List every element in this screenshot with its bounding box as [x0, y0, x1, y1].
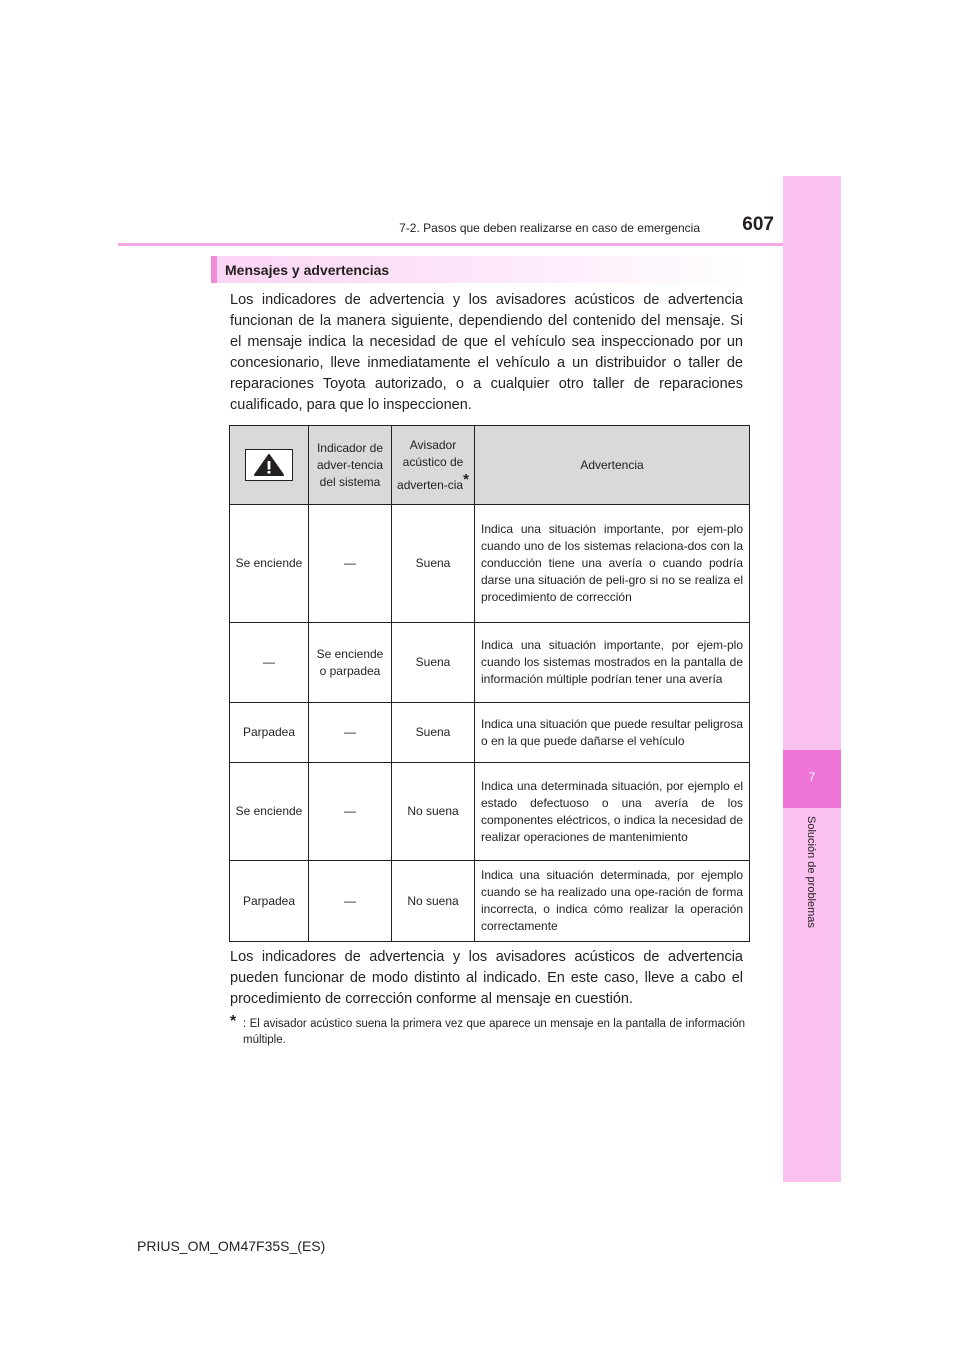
warning-icon-box — [245, 449, 293, 481]
warning-triangle-icon — [253, 453, 285, 477]
chapter-label: Solución de problemas — [805, 816, 817, 928]
page-number: 607 — [742, 214, 774, 235]
cell-indicator: — — [309, 703, 392, 763]
chapter-side-tab — [783, 176, 841, 1182]
table-row — [230, 505, 750, 623]
cell-buzzer: Suena — [392, 623, 475, 703]
table-row — [230, 623, 750, 703]
document-id: PRIUS_OM_OM47F35S_(ES) — [137, 1238, 326, 1254]
section-title: Mensajes y advertencias — [225, 262, 390, 278]
cell-display: Se enciende — [230, 763, 309, 861]
cell-indicator: Se enciende o parpadea — [309, 623, 392, 703]
section-heading-accent — [211, 256, 217, 283]
header-rule — [118, 243, 783, 246]
section-heading — [211, 256, 749, 283]
cell-indicator: — — [309, 763, 392, 861]
cell-indicator: — — [309, 861, 392, 942]
cell-warning: Indica una situación que puede resultar peligrosa o en la que puede dañarse el vehículo — [475, 703, 750, 763]
footnote — [230, 1013, 745, 1048]
header-warning: Advertencia — [475, 426, 750, 505]
footnote-mark: * — [230, 1013, 237, 1030]
closing-paragraph: Los indicadores de advertencia y los avisadores acústicos de advertencia pueden funcionar de modo distinto al indicado. En este caso, lleve a cabo el procedimiento de corrección conforme al mensaje en cuestión. — [230, 949, 743, 1007]
header-buzzer — [392, 426, 475, 505]
table-row — [230, 763, 750, 861]
cell-buzzer: No suena — [392, 763, 475, 861]
header-buzzer-text: Avisador acústico de adverten-cia — [397, 437, 464, 492]
chapter-number: 7 — [808, 770, 816, 784]
table-row — [230, 861, 750, 942]
cell-display: Parpadea — [230, 861, 309, 942]
cell-buzzer: Suena — [392, 505, 475, 623]
header-indicator: Indicador de adver-tencia del sistema — [309, 426, 392, 505]
cell-indicator: — — [309, 505, 392, 623]
header-title: 7-2. Pasos que deben realizarse en caso de emergencia — [399, 221, 700, 235]
header-buzzer-mark: * — [463, 470, 469, 488]
header-icon-cell — [230, 426, 309, 505]
cell-buzzer: Suena — [392, 703, 475, 763]
cell-display: — — [230, 623, 309, 703]
cell-warning: Indica una situación importante, por ejem-plo cuando los sistemas mostrados en la pantalla de información múltiple podrían tener una avería — [475, 623, 750, 703]
intro-paragraph: Los indicadores de advertencia y los avisadores acústicos de advertencia funcionan de la manera siguiente, dependiendo del contenido del mensaje. Si el mensaje indica la necesidad de que el vehículo sea inspeccionado por un concesionario, lleve inmediatamente el vehículo a un distribuidor o taller de reparaciones Toyota autorizado, o a cualquier otro taller de reparaciones cualificado, para que lo inspeccionen. — [230, 292, 743, 413]
warning-table — [229, 425, 750, 942]
table-row — [230, 703, 750, 763]
cell-warning: Indica una situación importante, por ejem-plo cuando uno de los sistemas relaciona-dos con la conducción tiene una avería o cuando podría darse una situación de peli-gro si no se realiza el procedimiento de corrección — [475, 505, 750, 623]
cell-warning: Indica una determinada situación, por ejemplo el estado defectuoso o una avería de los componentes eléctricos, o indica la necesidad de realizar operaciones de mantenimiento — [475, 763, 750, 861]
cell-display: Parpadea — [230, 703, 309, 763]
footnote-text: : El avisador acústico suena la primera vez que aparece un mensaje en la pantalla de información múltiple. — [243, 1018, 745, 1046]
cell-buzzer: No suena — [392, 861, 475, 942]
cell-warning: Indica una situación determinada, por ejemplo cuando se ha realizado una ope-ración de forma incorrecta, o indica cómo realizar la operación correctamente — [475, 861, 750, 942]
table-header-row — [230, 426, 750, 505]
cell-display: Se enciende — [230, 505, 309, 623]
